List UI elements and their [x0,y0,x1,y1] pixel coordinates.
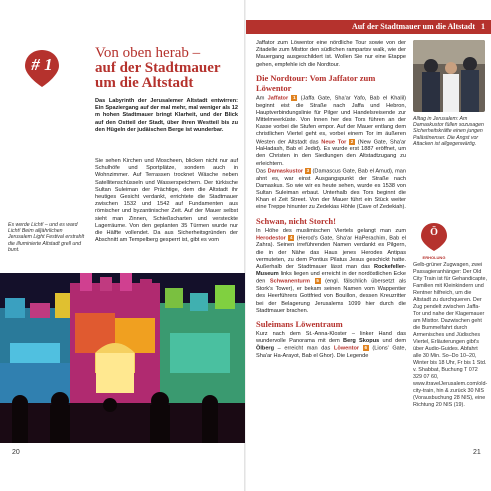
photo-caption-right: Alltag in Jerusalem: Am Damaskustor füllen sozusagen Sicherheitskräfte einen jungen Palästinenser. Die Angst vor Attacken ist allgegenwärtig. [413,116,484,147]
section-heading-schwan: Schwan, nicht Storch! [256,215,336,226]
title-line-1: Von oben herab – [95,45,201,61]
body-text-right [256,40,406,360]
tour-badge: # 1 [31,55,53,74]
paragraph-herodestor: In Höhe des muslimischen Viertels gelangt man zum Herodestor 4 (Herod's Gate, Sha'ar HaPerachim, Bab el Zahra). Seinen irreführenden Namen verdankt es Pilgern, die in der Nähe das Haus jenes Herodes Antipas vermuteten, zu dem Pontius Pilatus Jesus geschickt hatte. Außerhalb der Stadtmauer lässt man das Rockefeller-Museum links liegen und erreicht in der nordöstlichen Ecke den Schwanenturm 5 (engl. fälschlich übersetzt als Stork's Tower), er bekam seinen Namen vom Wappentier des Heerführers Gottfried von Bouillon, dessen Kreuzritter bei der Belagerung Jerusalems 1099 hier durch die Stadtmauer brachen. [256,227,407,314]
page-title [95,46,245,91]
light-festival-photo [0,273,245,443]
title-line-2: auf der Stadtmauer [95,60,221,76]
place-loewentor: Löwentor [333,345,360,352]
place-berg-skopus: Berg Skopus [343,338,380,345]
place-rockefeller-museum: Rockefeller-Museum [256,264,406,278]
paragraph-jaffator: Am Jaffator 1 (Jaffa Gate, Sha'ar Yafo, Bab el Khalil) beginnt eist die Straße nach Jaffa und Hebron, Hauptverbindungslinie für Pilger und Handelsreisende zur Mittelmeerküste. Von Innen her des Tors führen an der Kasse vorbei die Stufen empor. Auf der Mauer entlang dem christlichen Viertel geht es, vorbei einem Tor im äußeren Westen der Altstadt das Neue Tor 2 (New Gate, Sha'ar HaHadash, Bab el Jedid). Es wurde erst 1887 eröffnet, um den Christen in den Siedlungen den Altstadtzugang zu erleichtern. [256,94,407,167]
running-header [246,20,491,34]
section-heading-nordtour: Die Nordtour: Vom Jaffator zum Löwentor [256,72,376,93]
page-number-right: 21 [473,449,481,456]
tip-category-label: ERHOLUNG [422,255,446,260]
tip-text: Gelb-grüner Zugwagen, zwei Passagieranhänger: Der Old City Train ist für Gehandicapte, Familien mit Kleinkindern und Rentner hilfreich, um die Altstadt zu durchqueren. Der Zug pendelt zwischen Jaffa-Tor und nahe der Klagemauer am Misttor. Dazwischen geht die Bummelfahrt durch Armenisches und Jüdisches Viertel, Erläuterungen gibt's über Audio-Guides. Abfahrt alle 30 Min. So–Do 10–20, Winter bis 18 Uhr, Fr bis 1 Std. v. Shabbat, Buchung T 072 329 07 60, www.itravelJerusalem.com/old-city-train, hin & zurück 30 NIS (Vorausbuchung 28 NIS), eine Richtung 20 NIS (19). [413,262,488,408]
map-marker-1: 1 [293,94,296,100]
page-number-left: 20 [12,449,20,456]
map-marker-6: 6 [364,345,367,351]
security-forces-photo [413,40,485,112]
title-line-3: um die Altstadt [95,75,194,91]
place-damaskustor: Damaskustor [267,168,304,175]
lead-paragraph: Das Labyrinth der Jerusalemer Altstadt entwirren: Ein Spaziergang auf der mal mehr, mal weniger als 12 m hohen Stadtmauer bringt Klarheit, und der Blick auf den Ostteil der Stadt, über ihren Westteil bis zu den Hügeln der judäischen Berge ist wunderbar. [95,98,238,133]
place-jaffator: Jaffator [267,95,289,102]
map-marker-3: 3 [306,167,310,173]
photo-caption-left: Es werde Licht! – und es ward Licht! Beim alljährlichen Jerusalem Light Festival erstrahlt die illuminierte Altstadt grell und bunt. [8,222,85,253]
intro-paragraph: Jaffator zum Löwentor eine nördliche Tour sowie von der Zitadelle zum Misttor den südlichen rampartsv walk, wie der Mauergang ausgeschildert ist. Wollen Sie nur eine Etappe gehen, empfehle ich die Nordtour. [256,40,406,68]
map-marker-2: 2 [350,138,354,144]
tip-icon-letter: Ö [430,227,438,238]
map-marker-5: 5 [316,278,319,284]
place-neues-tor: Neue Tor [321,139,347,145]
paragraph-loewentor: Kurz nach dem St.-Anna-Kloster – linker Hand das wundervolle Panorama mit dem Berg Skopus und dem Ölberg – erreicht man das Löwentor 6 (Lions' Gate, Sha'ar Ha-Arayot, Bab el Ghor). Die Legende [256,330,407,360]
place-oelberg: Ölberg [256,345,275,352]
body-text-left: Sie sehen Kirchen und Moscheen, blicken nicht nur auf Schulhöfe und Sportplätze, sondern auch in Wohnzimmer. Auf Terrassen trocknet Wäsche neben Satellitenschüsseln und Wasserspeichern. Der türkische Sultan Suleiman der Prächtige, dem die Altstadt ihr heutiges Gesicht verdankt, errichtete die Stadtmauer zwischen 1532 und 1542 auf Fundamenten aus römischer und byzantinischer Zeit. Auf der Mauer selbst sieht man Zinnen, Schießscharten und versteckte Lagerräume. Von den geplanten 35 Türmen wurde nur die Hälfte vollendet. Da aus Sicherheitsgründen der Abschnitt am Tempelberg gesperrt ist, gibt es vom [95,158,238,244]
running-header-mark: 1 [481,22,485,31]
paragraph-damaskustor: Das Damaskustor 3 (Damascus Gate, Bab el Amud), man ahnt es, war einst Ausgangspunkt der Straße nach Damaskus. So wie wir es heute sehen, wurde es 1538 von Sultan Suleiman erbaut. Unterhalb des Tors beginnt die Khan el Zeit Street. Von der Mauer führt ein Stück weiter eine Treppe hinunter zu Zedekias Höhle (Cave of Zedekiah). [256,167,406,211]
section-heading-loewentraum: Suleimans Löwentraum [256,318,343,329]
map-marker-4: 4 [290,234,293,240]
running-header-text: Auf der Stadtmauer um die Altstadt [351,22,475,31]
place-schwanenturm: Schwanenturm [269,278,311,285]
place-herodestor: Herodestor [256,235,286,242]
